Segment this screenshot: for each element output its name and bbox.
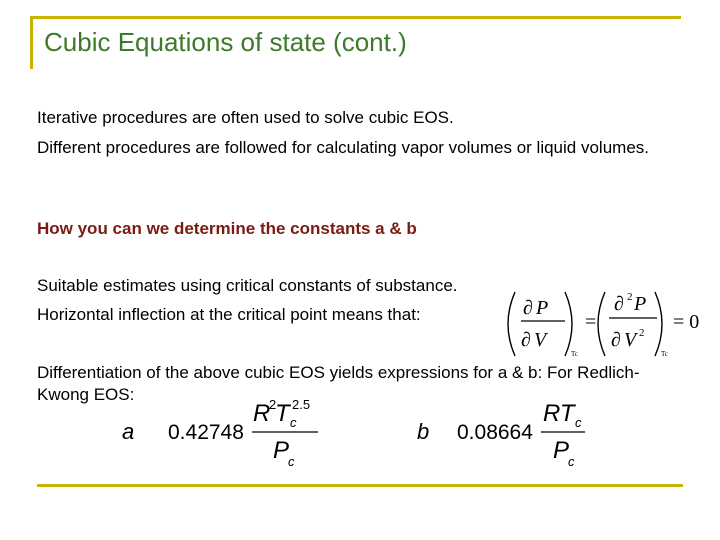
subscript-Tc-right: Tc	[661, 350, 668, 358]
sub-Pc-a: c	[288, 454, 295, 469]
exp-R: 2	[269, 397, 277, 412]
sub-Tc-b: c	[575, 415, 582, 430]
left-paren-open	[508, 292, 515, 356]
inflection-equation	[505, 288, 715, 360]
paragraph-question: How you can we determine the constants a & b	[37, 219, 417, 238]
paragraph-inflection: Horizontal inflection at the critical point means that:	[37, 305, 421, 324]
left-paren-close	[565, 292, 572, 356]
var-V: V	[624, 329, 637, 351]
equals-zero: = 0	[673, 311, 700, 333]
partial-symbol: ∂	[521, 329, 531, 351]
sub-Pc-b: c	[568, 454, 575, 469]
coefficient-a: 0.42748	[168, 421, 244, 444]
b-equation	[413, 392, 603, 472]
var-a: a	[122, 419, 135, 444]
var-V: V	[534, 329, 547, 351]
var-RT: RT	[543, 400, 575, 427]
var-P: P	[536, 297, 549, 319]
var-b: b	[417, 419, 430, 444]
coefficient-b: 0.08664	[457, 421, 533, 444]
sub-Tc-a: c	[290, 415, 297, 430]
paragraph-estimates: Suitable estimates using critical constants of substance.	[37, 276, 458, 295]
paragraph-iterative: Iterative procedures are often used to solve cubic EOS.	[37, 108, 454, 127]
footer-rule	[37, 484, 683, 487]
paragraph-procedures: Different procedures are followed for calculating vapor volumes or liquid volumes.	[37, 138, 649, 157]
slide-title: Cubic Equations of state (cont.)	[44, 27, 407, 57]
partial-symbol: ∂	[523, 297, 533, 319]
var-P-b: P	[553, 437, 570, 464]
exp-T: 2.5	[292, 397, 311, 412]
right-paren-close	[655, 292, 662, 356]
var-P-a: P	[273, 437, 290, 464]
equals-sign: =	[585, 311, 597, 333]
var-P: P	[634, 293, 647, 315]
partial-symbol: ∂	[614, 293, 624, 315]
var-T-a: T	[275, 400, 290, 427]
right-paren-open	[598, 292, 605, 356]
a-equation	[118, 392, 328, 472]
var-R-a: R	[253, 400, 271, 427]
paragraph-differentiation: Differentiation of the above cubic EOS yields expressions for a & b: For Redlich-Kwong EOS:	[37, 363, 640, 404]
subscript-Tc-left: Tc	[571, 350, 578, 358]
superscript-2-bottom: 2	[639, 327, 645, 339]
partial-symbol: ∂	[611, 329, 621, 351]
superscript-2-top: 2	[627, 291, 633, 303]
